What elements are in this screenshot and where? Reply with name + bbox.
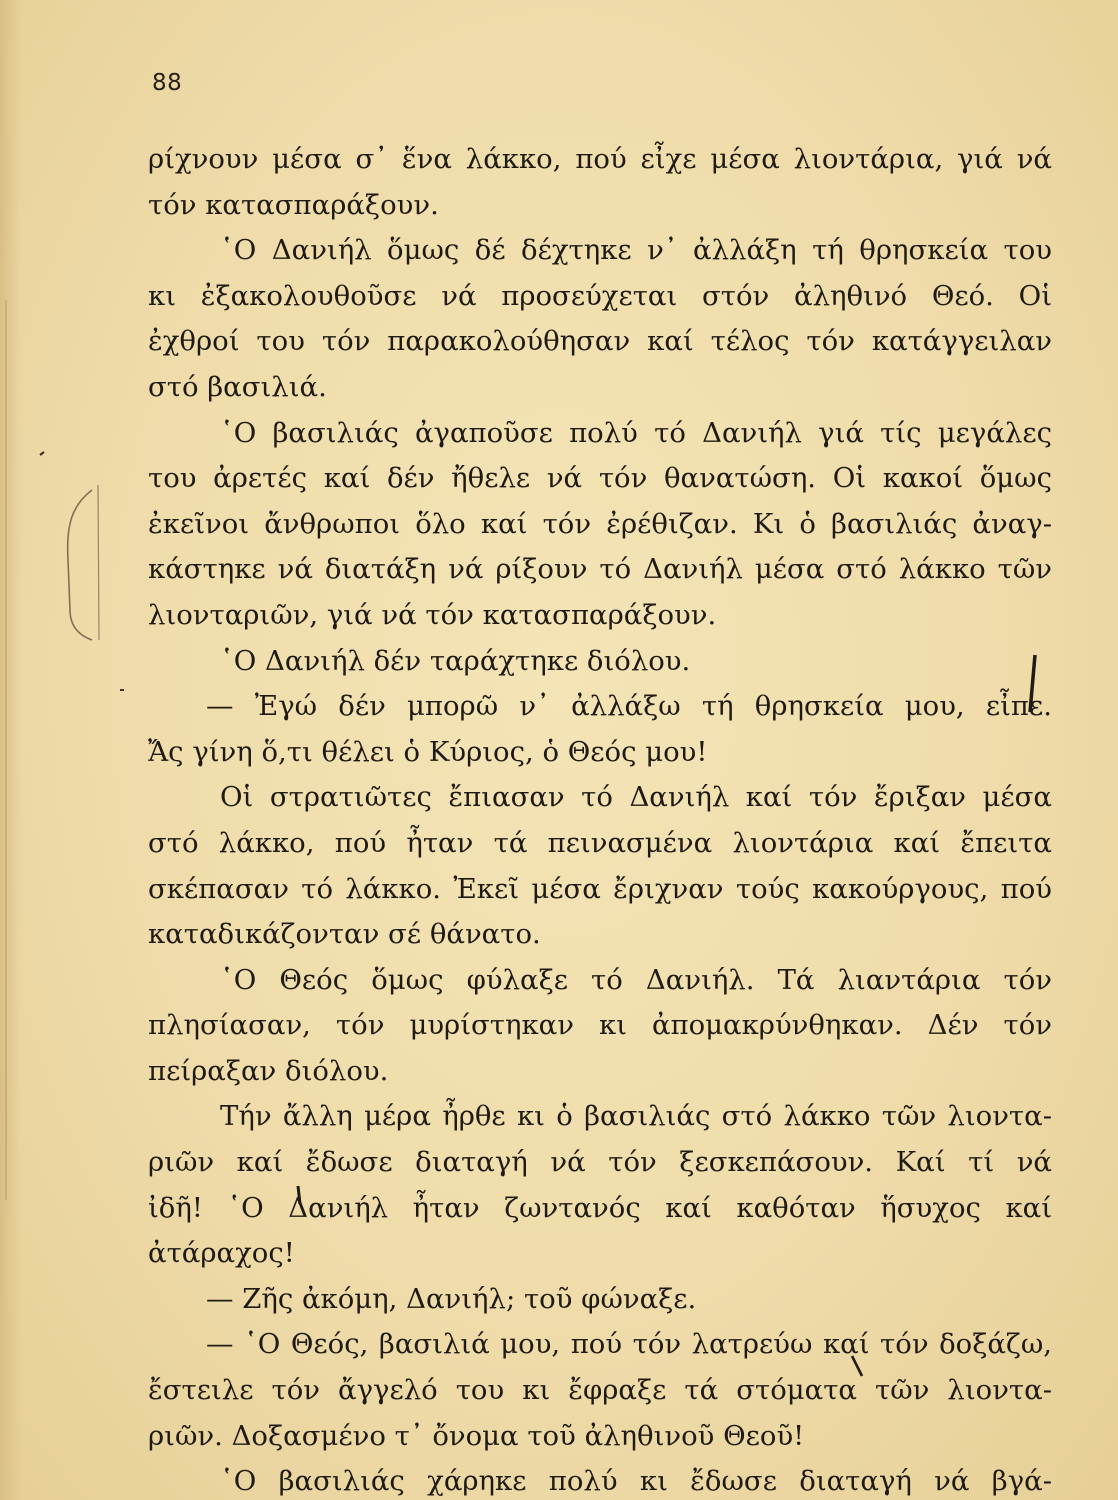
page-edge-shadow [0, 0, 22, 1500]
text-line: ῾Ο Θεός ὅμως φύλαξε τό Δανιήλ. Τά λιαντάρια τόν [220, 963, 1052, 996]
paragraph-2 [148, 228, 1052, 410]
text-line: — Ζῆς ἀκόμη, Δανιήλ; τοῦ φώναξε. [206, 1282, 697, 1315]
text-line: — ῾Ο Θεός, βασιλιά μου, πού τόν λατρεύω καί τόν δοξάζω, [206, 1328, 1052, 1361]
text-line: στό βασιλιά. [148, 370, 327, 403]
text-line: ρίχνουν μέσα σ᾽ ἕνα λάκκο, πού εἶχε μέσα λιοντάρια, γιά νά [148, 143, 1052, 175]
text-line: ἔστειλε τόν ἄγγελό του κι ἔφραξε τά στόματα τῶν λιοντα- [148, 1374, 1052, 1407]
text-line: καταδικάζονταν σέ θάνατο. [148, 918, 541, 951]
text-line: Ἄς γίνη ὅ,τι θέλει ὁ Κύριος, ὁ Θεός μου! [148, 735, 708, 768]
body-text [148, 137, 1052, 1500]
text-line: ριῶν καί ἔδωσε διαταγή νά τόν ξεσκεπάσουν. Καί τί νά [148, 1146, 1052, 1179]
paragraph-8 [148, 1094, 1052, 1276]
paragraph-11 [148, 1459, 1052, 1500]
text-line: ῾Ο βασιλιάς χάρηκε πολύ κι ἔδωσε διαταγή νά βγά- [220, 1465, 1052, 1498]
paragraph-5-dialogue [148, 684, 1052, 775]
text-line: ῾Ο Δανιήλ ὅμως δέ δέχτηκε ν᾽ ἀλλάξη τή θρησκεία του [220, 234, 1052, 267]
text-line: πλησίασαν, τόν μυρίστηκαν κι ἀπομακρύνθηκαν. Δέν τόν [148, 1009, 1052, 1042]
paragraph-7 [148, 958, 1052, 1095]
paragraph-6 [148, 775, 1052, 957]
paragraph-1 [148, 137, 1052, 228]
paragraph-4 [148, 639, 1052, 685]
text-line: ἀτάραχος! [148, 1237, 295, 1270]
text-line: Τήν ἄλλη μέρα ἦρθε κι ὁ βασιλιάς στό λάκκο τῶν λιοντα- [220, 1100, 1052, 1133]
text-line: του ἀρετές καί δέν ἤθελε νά τόν θανατώση. Οἱ κακοί ὅμως [148, 462, 1052, 495]
text-line: πείραξαν διόλου. [148, 1054, 389, 1087]
text-line: ἰδῆ! ῾Ο Δανιήλ ἦταν ζωντανός καί καθόταν ἥσυχος καί [148, 1191, 1052, 1224]
text-line: σκέπασαν τό λάκκο. Ἐκεῖ μέσα ἔριχναν τούς κακούργους, πού [148, 872, 1052, 905]
paragraph-3 [148, 411, 1052, 639]
text-line: τόν κατασπαράξουν. [148, 188, 439, 221]
page-number: 88 [152, 70, 183, 96]
text-line: κι ἐξακολουθοῦσε νά προσεύχεται στόν ἀληθινό Θεό. Οἱ [148, 279, 1052, 312]
text-line: λιονταριῶν, γιά νά τόν κατασπαράξουν. [148, 598, 717, 631]
paragraph-10-dialogue [148, 1322, 1052, 1459]
text-line: ριῶν. Δοξασμένο τ᾽ ὄνομα τοῦ ἀληθινοῦ Θεοῦ! [148, 1419, 805, 1452]
text-line: ῾Ο Δανιήλ δέν ταράχτηκε διόλου. [220, 644, 691, 677]
text-line: ῾Ο βασιλιάς ἀγαποῦσε πολύ τό Δανιήλ γιά τίς μεγάλες [220, 416, 1052, 449]
text-line: κάστηκε νά διατάξη νά ρίξουν τό Δανιήλ μέσα στό λάκκο τῶν [148, 553, 1052, 586]
text-line: ἐχθροί του τόν παρακολούθησαν καί τέλος τόν κατάγγειλαν [148, 325, 1052, 358]
text-line: ἐκεῖνοι ἄνθρωποι ὅλο καί τόν ἐρέθιζαν. Κι ὁ βασιλιάς ἀναγ- [148, 507, 1052, 540]
paragraph-9-dialogue [148, 1277, 1052, 1323]
text-line: Οἱ στρατιῶτες ἔπιασαν τό Δανιήλ καί τόν ἔριξαν μέσα [220, 781, 1052, 814]
text-line: — Ἐγώ δέν μπορῶ ν᾽ ἀλλάξω τή θρησκεία μου, εἶπε. [206, 690, 1052, 723]
text-line: στό λάκκο, πού ἦταν τά πεινασμένα λιοντάρια καί ἔπειτα [148, 826, 1052, 859]
